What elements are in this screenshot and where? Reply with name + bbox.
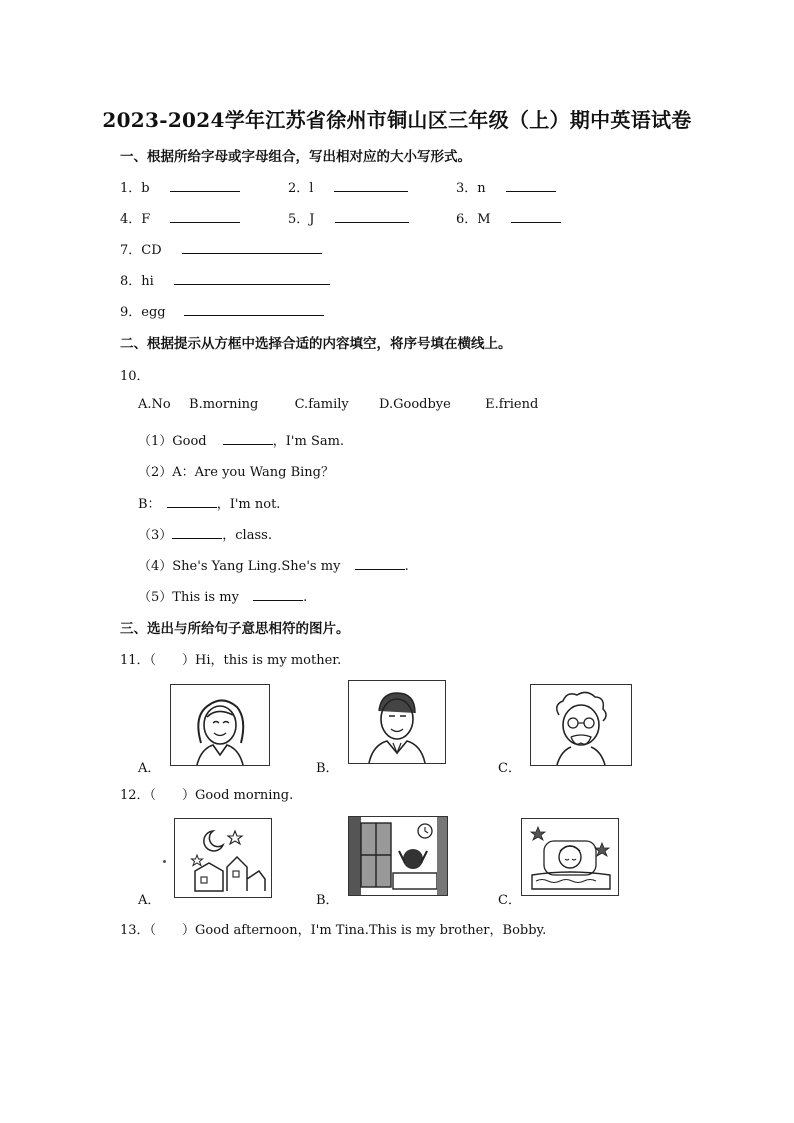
answer-blank-2[interactable] <box>334 179 408 192</box>
answer-blank-9[interactable] <box>184 303 324 316</box>
q11-picture-b-man[interactable] <box>348 680 446 764</box>
sentence-2a: （2）A：Are you Wang Bing？ <box>138 465 334 480</box>
question-8 <box>120 270 330 289</box>
sentence-1-start: （1）Good <box>138 434 207 449</box>
sentence-3-blank[interactable] <box>172 526 222 539</box>
sentence-1 <box>138 430 344 449</box>
option-e: E.friend <box>485 397 539 412</box>
sentence-4-blank[interactable] <box>355 557 405 570</box>
question-8-label: 8．hi <box>120 274 154 289</box>
sentence-5-blank[interactable] <box>253 588 303 601</box>
sentence-4-start: （4）She's Yang Ling.She's my <box>138 559 341 574</box>
question-12: 12．（ ）Good morning. <box>120 788 294 803</box>
question-4-label: 4．F <box>120 212 151 227</box>
sentence-3-end: ，class. <box>222 528 272 543</box>
woman-face-icon <box>171 685 269 765</box>
q12-option-c-label: C． <box>498 893 521 908</box>
sentence-2b-start: B： <box>138 497 161 512</box>
sentence-1-end: ，I'm Sam. <box>272 434 345 449</box>
q11-option-b-label: B． <box>316 761 339 776</box>
question-10-number: 10． <box>120 369 150 384</box>
question-3-label: 3．n <box>456 181 486 196</box>
sleeping-child-icon <box>522 819 618 895</box>
page-title: 2023-2024学年江苏省徐州市铜山区三年级（上）期中英语试卷 <box>102 108 692 132</box>
grandpa-face-icon <box>531 685 631 765</box>
sentence-3-start: （3） <box>138 528 173 543</box>
question-1-label: 1．b <box>120 181 150 196</box>
moon-night-icon <box>175 819 271 897</box>
sentence-5 <box>138 586 307 605</box>
answer-blank-7[interactable] <box>182 241 322 254</box>
question-9 <box>120 301 324 320</box>
question-6-label: 6．M <box>456 212 491 227</box>
question-4 <box>120 208 240 227</box>
sentence-3 <box>138 524 272 543</box>
question-9-label: 9．egg <box>120 305 166 320</box>
question-7 <box>120 239 322 258</box>
option-b: B.morning <box>189 397 259 412</box>
question-2-label: 2．l <box>288 181 314 196</box>
sentence-4 <box>138 555 409 574</box>
section-1-heading: 一、根据所给字母或字母组合，写出相对应的大小写形式。 <box>120 149 471 165</box>
question-5-label: 5．J <box>288 212 315 227</box>
question-3 <box>456 177 556 196</box>
q11-picture-a-woman[interactable] <box>170 684 270 766</box>
question-2 <box>288 177 408 196</box>
sentence-1-blank[interactable] <box>223 432 273 445</box>
answer-blank-4[interactable] <box>170 210 240 223</box>
answer-blank-6[interactable] <box>511 210 561 223</box>
question-13: 13．（ ）Good afternoon，I'm Tina.This is my brother，Bobby. <box>120 923 547 938</box>
q12-picture-a-night[interactable] <box>174 818 272 898</box>
sentence-5-start: （5）This is my <box>138 590 239 605</box>
option-a: A.No <box>138 397 171 412</box>
answer-blank-1[interactable] <box>170 179 240 192</box>
section-2-heading: 二、根据提示从方框中选择合适的内容填空，将序号填在横线上。 <box>120 336 512 352</box>
word-bank <box>138 397 538 412</box>
option-c: C.family <box>294 397 349 412</box>
morning-window-icon <box>349 817 447 895</box>
q11-picture-c-grandpa[interactable] <box>530 684 632 766</box>
sentence-2b-blank[interactable] <box>167 495 217 508</box>
answer-blank-5[interactable] <box>335 210 409 223</box>
question-7-label: 7．CD <box>120 243 162 258</box>
sentence-2b-end: ，I'm not. <box>216 497 281 512</box>
man-face-icon <box>349 681 445 763</box>
section-3-heading: 三、选出与所给句子意思相符的图片。 <box>120 621 350 637</box>
q11-option-a-label: A． <box>138 761 161 776</box>
q12-picture-c-sleeping[interactable] <box>521 818 619 896</box>
q12-option-a-label: A． <box>138 893 161 908</box>
marker-dot <box>163 860 166 863</box>
question-1 <box>120 177 240 196</box>
option-d: D.Goodbye <box>379 397 451 412</box>
sentence-5-end: . <box>303 590 308 605</box>
sentence-4-end: . <box>404 559 409 574</box>
answer-blank-8[interactable] <box>174 272 330 285</box>
q11-option-c-label: C． <box>498 761 521 776</box>
question-6 <box>456 208 561 227</box>
answer-blank-3[interactable] <box>506 179 556 192</box>
question-11: 11．（ ）Hi，this is my mother. <box>120 653 342 668</box>
sentence-2b <box>138 493 280 512</box>
q12-picture-b-morning[interactable] <box>348 816 448 896</box>
question-5 <box>288 208 409 227</box>
q12-option-b-label: B． <box>316 893 339 908</box>
